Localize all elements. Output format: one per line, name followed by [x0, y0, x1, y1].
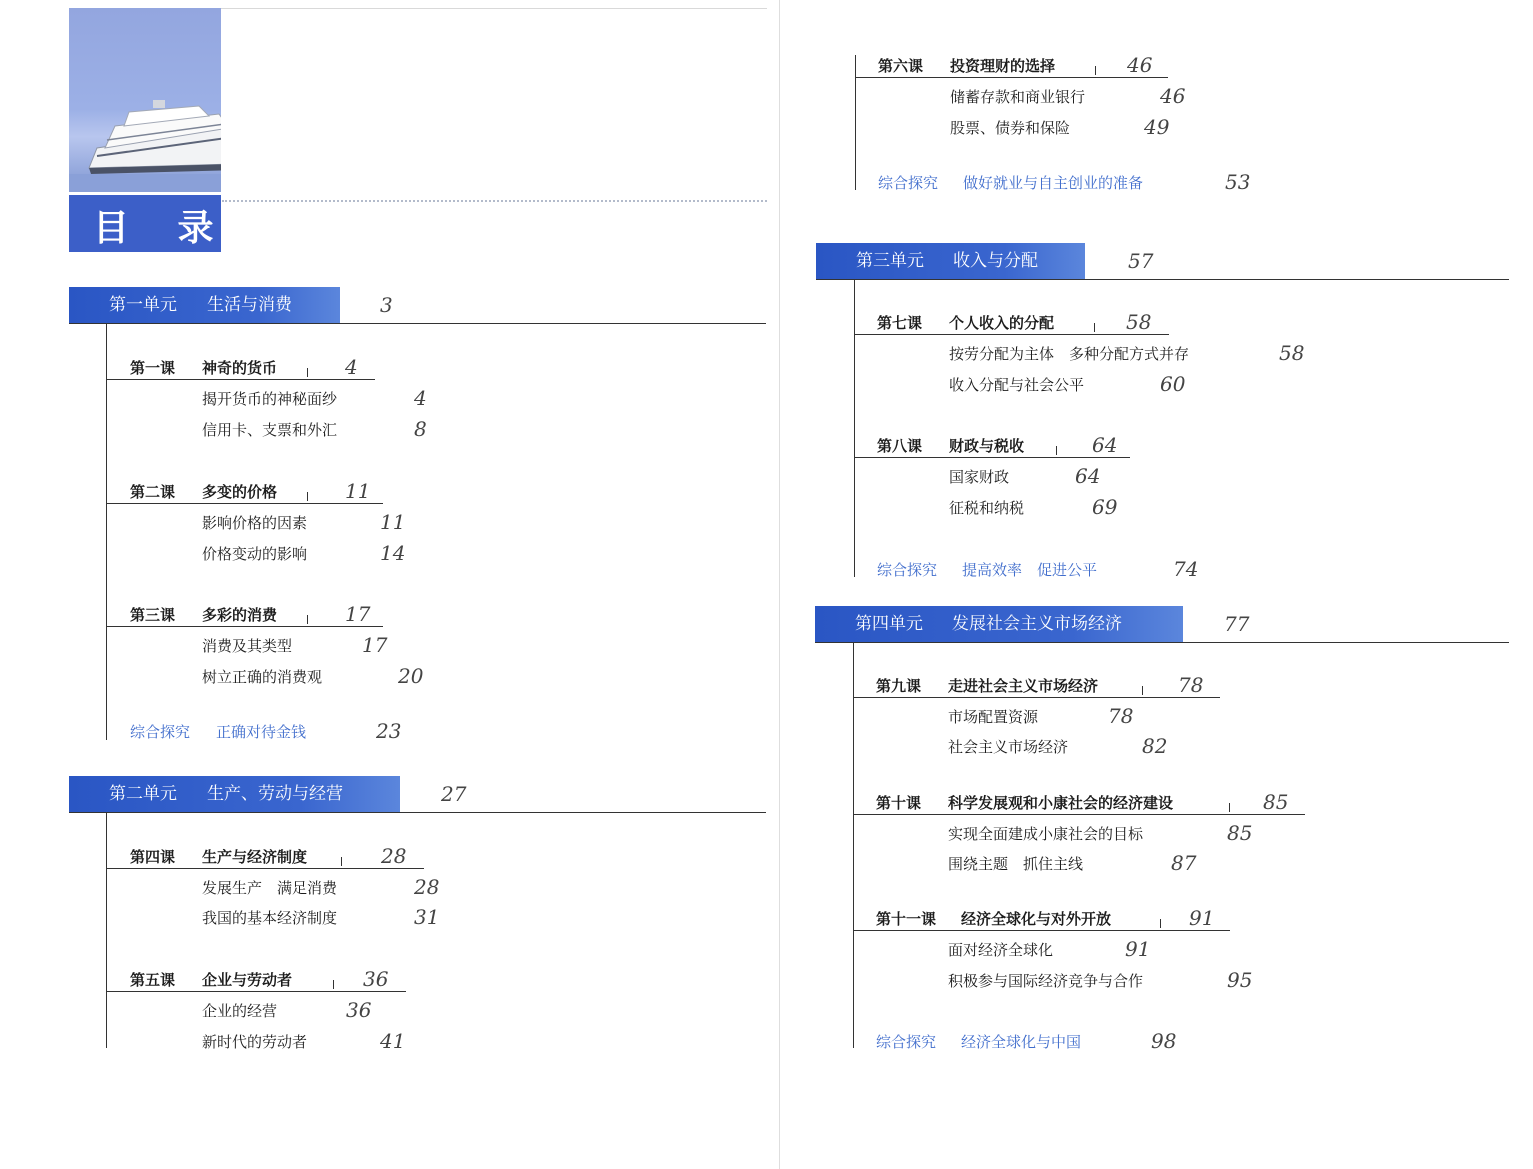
unit-heading[interactable]	[69, 776, 766, 813]
exploration-page-number: 98	[1151, 1029, 1177, 1053]
section-page-number: 31	[414, 905, 440, 929]
section-title: 树立正确的消费观	[202, 668, 323, 686]
unit-rule	[815, 642, 1509, 643]
unit-label: 第一单元	[109, 295, 177, 315]
lesson-heading[interactable]	[107, 967, 406, 992]
unit-page-number: 27	[441, 782, 467, 806]
section-page-number: 58	[1279, 341, 1305, 365]
section-page-number: 82	[1142, 734, 1168, 758]
lesson-tick	[1094, 323, 1095, 332]
lesson-number: 第七课	[877, 314, 923, 332]
exploration-label: 综合探究	[877, 561, 938, 579]
lesson-page-number: 91	[1189, 906, 1215, 930]
lesson-page-number: 64	[1092, 433, 1118, 457]
unit-name: 生产、劳动与经营	[207, 784, 343, 804]
section-title: 信用卡、支票和外汇	[202, 421, 338, 439]
lesson-title: 投资理财的选择	[950, 57, 1056, 75]
exploration-label: 综合探究	[878, 174, 939, 192]
lesson-page-number: 78	[1178, 673, 1204, 697]
section-page-number: 14	[380, 541, 406, 565]
section-title: 企业的经营	[202, 1002, 278, 1020]
lesson-number: 第三课	[130, 606, 176, 624]
lesson-page-number: 4	[345, 355, 358, 379]
unit-label: 第三单元	[856, 251, 924, 271]
unit-label-box	[69, 776, 400, 813]
exploration-label: 综合探究	[876, 1033, 937, 1051]
unit-vertical-rule	[853, 643, 854, 1048]
section-page-number: 17	[362, 633, 388, 657]
section-page-number: 41	[380, 1029, 406, 1053]
section-title: 围绕主题 抓住主线	[948, 855, 1084, 873]
lesson-heading[interactable]	[107, 602, 383, 627]
lesson-tick	[341, 857, 342, 866]
section-title: 积极参与国际经济竞争与合作	[948, 972, 1144, 990]
lesson-heading[interactable]	[855, 310, 1169, 335]
right-page	[780, 0, 1533, 1169]
exploration-title: 正确对待金钱	[216, 723, 307, 741]
unit-page-number: 57	[1128, 249, 1154, 273]
header-top-rule	[221, 8, 767, 9]
lesson-number: 第十课	[876, 794, 922, 812]
lesson-rule	[107, 991, 406, 992]
lesson-rule	[855, 334, 1169, 335]
lesson-heading[interactable]	[107, 844, 424, 869]
unit-label-box	[815, 606, 1183, 643]
section-title: 按劳分配为主体 多种分配方式并存	[949, 345, 1190, 363]
section-title: 我国的基本经济制度	[202, 909, 338, 927]
unit-rule	[816, 279, 1509, 280]
section-page-number: 85	[1227, 821, 1253, 845]
lesson-page-number: 28	[381, 844, 407, 868]
section-title: 征税和纳税	[949, 499, 1025, 517]
section-title: 市场配置资源	[948, 708, 1039, 726]
section-title: 价格变动的影响	[202, 545, 308, 563]
lesson-page-number: 58	[1126, 310, 1152, 334]
lesson-rule	[107, 503, 383, 504]
section-page-number: 11	[380, 510, 406, 534]
unit-heading[interactable]	[816, 243, 1509, 280]
lesson-number: 第八课	[877, 437, 923, 455]
section-page-number: 20	[398, 664, 424, 688]
lesson-heading[interactable]	[107, 355, 375, 380]
lesson-heading[interactable]	[107, 479, 383, 504]
section-title: 社会主义市场经济	[948, 738, 1069, 756]
section-title: 发展生产 满足消费	[202, 879, 338, 897]
lesson-title: 经济全球化与对外开放	[961, 910, 1112, 928]
unit-page-number: 77	[1224, 612, 1250, 636]
lesson-tick	[307, 368, 308, 377]
section-title: 国家财政	[949, 468, 1010, 486]
section-page-number: 78	[1108, 704, 1134, 728]
lesson-number: 第四课	[130, 848, 176, 866]
lesson-page-number: 85	[1263, 790, 1289, 814]
lesson-tick	[307, 615, 308, 624]
unit-label: 第四单元	[855, 614, 923, 634]
lesson-title: 财政与税收	[949, 437, 1025, 455]
lesson-number: 第二课	[130, 483, 176, 501]
lesson-heading[interactable]	[854, 673, 1220, 698]
unit-name: 发展社会主义市场经济	[952, 614, 1122, 634]
lesson-tick	[1095, 66, 1096, 75]
lesson-tick	[333, 980, 334, 989]
section-page-number: 87	[1171, 851, 1197, 875]
section-title: 面对经济全球化	[948, 941, 1054, 959]
lesson-page-number: 11	[345, 479, 371, 503]
lesson-number: 第九课	[876, 677, 922, 695]
section-page-number: 8	[414, 417, 427, 441]
lesson-tick	[1229, 803, 1230, 812]
lesson-title: 个人收入的分配	[949, 314, 1055, 332]
unit-heading[interactable]	[815, 606, 1509, 643]
section-page-number: 95	[1227, 968, 1253, 992]
unit-name: 收入与分配	[953, 251, 1038, 271]
section-page-number: 46	[1160, 84, 1186, 108]
section-title: 收入分配与社会公平	[949, 376, 1085, 394]
section-page-number: 69	[1092, 495, 1118, 519]
lesson-rule	[854, 697, 1220, 698]
section-title: 新时代的劳动者	[202, 1033, 308, 1051]
lesson-title: 神奇的货币	[202, 359, 278, 377]
lesson-page-number: 17	[345, 602, 371, 626]
unit-vertical-rule	[106, 324, 107, 740]
unit-label-box	[816, 243, 1085, 280]
exploration-title: 经济全球化与中国	[961, 1033, 1082, 1051]
lesson-tick	[1056, 446, 1057, 455]
exploration-page-number: 53	[1225, 170, 1251, 194]
section-page-number: 4	[414, 386, 427, 410]
lesson-rule	[854, 814, 1305, 815]
lesson-number: 第六课	[878, 57, 924, 75]
lesson-rule	[855, 457, 1130, 458]
lesson-heading[interactable]	[854, 790, 1305, 815]
unit-heading[interactable]	[69, 287, 766, 324]
lesson-number: 第十一课	[876, 910, 937, 928]
unit-page-number: 3	[380, 293, 393, 317]
lesson-heading[interactable]	[856, 53, 1168, 78]
section-title: 股票、债券和保险	[950, 119, 1071, 137]
lesson-tick	[1160, 919, 1161, 928]
section-title: 实现全面建成小康社会的目标	[948, 825, 1144, 843]
exploration-page-number: 23	[376, 719, 402, 743]
lesson-rule	[107, 379, 375, 380]
unit-label: 第二单元	[109, 784, 177, 804]
lesson-number: 第五课	[130, 971, 176, 989]
section-page-number: 91	[1125, 937, 1151, 961]
lesson-number: 第一课	[130, 359, 176, 377]
lesson-title: 多彩的消费	[202, 606, 278, 624]
section-title: 影响价格的因素	[202, 514, 308, 532]
unit-rule	[69, 812, 766, 813]
section-page-number: 36	[346, 998, 372, 1022]
exploration-title: 提高效率 促进公平	[962, 561, 1098, 579]
cruise-ship-illustration	[69, 8, 221, 192]
lesson-rule	[856, 77, 1168, 78]
lesson-page-number: 46	[1127, 53, 1153, 77]
unit-name: 生活与消费	[207, 295, 292, 315]
lesson-title: 企业与劳动者	[202, 971, 293, 989]
exploration-title: 做好就业与自主创业的准备	[963, 174, 1144, 192]
unit-label-box	[69, 287, 340, 324]
page-title: 目 录	[93, 207, 232, 249]
lesson-rule	[107, 626, 383, 627]
lesson-title: 生产与经济制度	[202, 848, 308, 866]
header-dotted-rule	[222, 200, 767, 202]
lesson-title: 多变的价格	[202, 483, 278, 501]
lesson-rule	[854, 930, 1230, 931]
exploration-page-number: 74	[1173, 557, 1199, 581]
section-page-number: 28	[414, 875, 440, 899]
lesson-tick	[1142, 686, 1143, 695]
exploration-label: 综合探究	[130, 723, 191, 741]
cruise-ship-photo	[69, 8, 221, 192]
unit-rule	[69, 323, 766, 324]
lesson-tick	[307, 492, 308, 501]
lesson-rule	[107, 868, 424, 869]
lesson-title: 走进社会主义市场经济	[948, 677, 1099, 695]
section-title: 消费及其类型	[202, 637, 293, 655]
section-page-number: 49	[1144, 115, 1170, 139]
section-page-number: 64	[1075, 464, 1101, 488]
lesson-heading[interactable]	[854, 906, 1230, 931]
section-page-number: 60	[1160, 372, 1186, 396]
section-title: 揭开货币的神秘面纱	[202, 390, 338, 408]
section-title: 储蓄存款和商业银行	[950, 88, 1086, 106]
lesson-page-number: 36	[363, 967, 389, 991]
lesson-heading[interactable]	[855, 433, 1130, 458]
lesson-title: 科学发展观和小康社会的经济建设	[948, 794, 1174, 812]
